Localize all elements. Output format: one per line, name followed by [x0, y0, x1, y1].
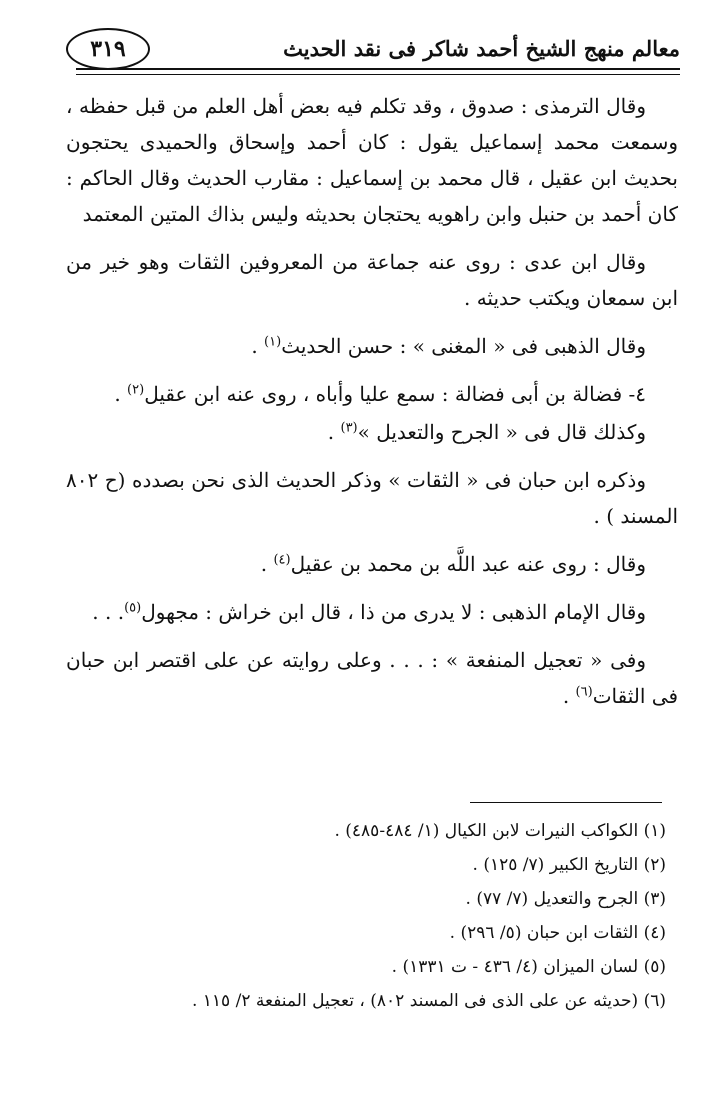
- paragraph-text: وقال الذهبى فى « المغنى » : حسن الحديث: [281, 334, 646, 358]
- running-header: [66, 22, 680, 72]
- footnote-6: (٦) (حديثه عن على الذى فى المسند ٨٠٢) ، تعجيل المنفعة ٢/ ١١٥ .: [191, 991, 666, 1011]
- header-rule: [76, 68, 680, 70]
- paragraph-ibn-hibban: [66, 462, 678, 534]
- paragraph-text: وفى « تعجيل المنفعة » : . . . وعلى روايته عن على اقتصر ابن حبان فى الثقات: [66, 648, 678, 708]
- paragraph-jarh: [66, 414, 678, 450]
- paragraph-ibn-adi: [66, 244, 678, 316]
- paragraph-rawa-anhu: [66, 546, 678, 582]
- paragraph-text: وقال الترمذى : صدوق ، وقد تكلم فيه بعض أهل العلم من قبل حفظه ، وسمعت محمد إسماعيل يقول : كان أحمد وإسحاق والحميدى يحتجون بحديث ابن عقيل ، قال محمد بن إسماعيل : مقارب الحديث وقال الحاكم : كان أحمد بن حنبل وابن راهويه يحتجان بحديثه وليس بذاك المتين المعتمد: [66, 94, 678, 226]
- footnote-ref[interactable]: (٥): [124, 600, 142, 616]
- header-rule-thin: [76, 74, 680, 75]
- paragraph-tail: .: [251, 334, 265, 358]
- footnote-2: (٢) التاريخ الكبير (٧/ ١٢٥) .: [472, 855, 666, 875]
- footnote-ref[interactable]: (٦): [575, 684, 593, 700]
- paragraph-tail: .: [327, 420, 341, 444]
- footnotes: [120, 814, 666, 1018]
- paragraph-tail: .: [562, 684, 576, 708]
- page-number-badge: ٣١٩: [66, 28, 150, 70]
- paragraph-tirmidhi: [66, 88, 678, 232]
- paragraph-tail: . . .: [92, 600, 125, 624]
- footnote-1: (١) الكواكب النيرات لابن الكيال (١/ ٤٨٤-٤٨٥) .: [334, 821, 666, 841]
- header-title: معالم منهج الشيخ أحمد شاكر فى نقد الحديث: [283, 36, 680, 61]
- paragraph-dhahabi-mughni: [66, 328, 678, 364]
- paragraph-tail: .: [114, 382, 128, 406]
- footnote-separator: [470, 802, 662, 803]
- paragraph-fadala: [66, 376, 678, 412]
- paragraph-text: وقال : روى عنه عبد اللَّه بن محمد بن عقيل: [290, 552, 646, 576]
- paragraph-text: وكذلك قال فى « الجرح والتعديل »: [357, 420, 646, 444]
- footnote-ref[interactable]: (٣): [340, 420, 358, 436]
- paragraph-imam-dhahabi: [66, 594, 678, 630]
- paragraph-tail: .: [260, 552, 274, 576]
- footnote-ref[interactable]: (٤): [273, 552, 291, 568]
- paragraph-tajil: [66, 642, 678, 714]
- paragraph-text: ٤- فضالة بن أبى فضالة : سمع عليا وأباه ، روى عنه ابن عقيل: [144, 382, 646, 406]
- footnote-5: (٥) لسان الميزان (٤/ ٤٣٦ - ت ١٣٣١) .: [391, 957, 666, 977]
- footnote-ref[interactable]: (٢): [127, 382, 145, 398]
- paragraph-text: وقال الإمام الذهبى : لا يدرى من ذا ، قال ابن خراش : مجهول: [141, 600, 646, 624]
- footnote-3: (٣) الجرح والتعديل (٧/ ٧٧) .: [465, 889, 666, 909]
- main-text: [66, 88, 678, 726]
- footnote-4: (٤) الثقات ابن حبان (٥/ ٢٩٦) .: [449, 923, 666, 943]
- paragraph-text: وذكره ابن حبان فى « الثقات » وذكر الحديث الذى نحن بصدده (ح ٨٠٢ المسند ) .: [66, 468, 678, 528]
- footnote-ref[interactable]: (١): [264, 334, 282, 350]
- paragraph-text: وقال ابن عدى : روى عنه جماعة من المعروفين الثقات وهو خير من ابن سمعان ويكتب حديثه .: [66, 250, 678, 310]
